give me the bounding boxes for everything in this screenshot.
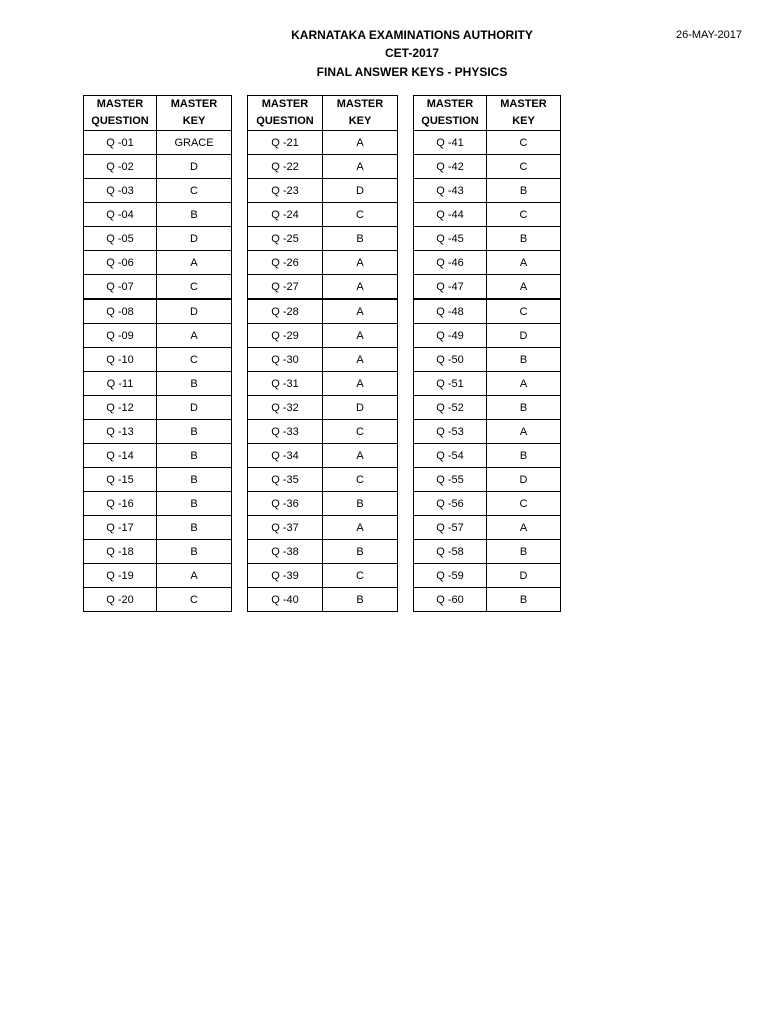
answer-key-cell: A: [487, 516, 561, 540]
table-row: [84, 516, 561, 540]
question-cell: Q -28: [248, 299, 323, 324]
answer-key-cell: B: [487, 227, 561, 251]
document-title: FINAL ANSWER KEYS - PHYSICS: [316, 65, 508, 79]
answer-key-cell: A: [323, 131, 398, 155]
column-gap: [398, 444, 414, 468]
table-row: [84, 227, 561, 251]
answer-key-cell: D: [157, 155, 232, 179]
answer-key-cell: A: [323, 348, 398, 372]
question-cell: Q -50: [414, 348, 487, 372]
column-gap: [398, 468, 414, 492]
answer-key-cell: B: [157, 420, 232, 444]
answer-key-cell: A: [323, 516, 398, 540]
question-cell: Q -08: [84, 299, 157, 324]
column-gap: [232, 227, 248, 251]
answer-key-cell: B: [323, 492, 398, 516]
answer-key-cell: A: [487, 251, 561, 275]
answer-key-cell: B: [157, 540, 232, 564]
question-cell: Q -27: [248, 275, 323, 300]
table-row: [84, 492, 561, 516]
question-cell: Q -58: [414, 540, 487, 564]
question-cell: Q -30: [248, 348, 323, 372]
column-gap: [398, 564, 414, 588]
answer-key-cell: B: [487, 540, 561, 564]
answer-key-cell: C: [487, 155, 561, 179]
question-cell: Q -23: [248, 179, 323, 203]
column-gap: [232, 131, 248, 155]
question-cell: Q -14: [84, 444, 157, 468]
table-row: [84, 324, 561, 348]
question-cell: Q -45: [414, 227, 487, 251]
answer-key-cell: A: [487, 275, 561, 300]
column-gap: [398, 396, 414, 420]
publish-date: 26-MAY-2017: [675, 29, 742, 41]
question-cell: Q -60: [414, 588, 487, 612]
answer-key-cell: A: [157, 324, 232, 348]
answer-key-cell: C: [157, 348, 232, 372]
question-cell: Q -33: [248, 420, 323, 444]
answer-key-cell: B: [157, 372, 232, 396]
answer-key-cell: B: [487, 444, 561, 468]
question-cell: Q -05: [84, 227, 157, 251]
table-row: [84, 420, 561, 444]
exam-name: CET-2017: [384, 46, 440, 60]
answer-key-rows: [84, 131, 561, 612]
answer-key-cell: B: [157, 444, 232, 468]
table-row: [84, 348, 561, 372]
question-cell: Q -55: [414, 468, 487, 492]
question-cell: Q -15: [84, 468, 157, 492]
question-cell: Q -42: [414, 155, 487, 179]
column-gap: [398, 588, 414, 612]
column-header-question: MASTER QUESTION: [84, 96, 157, 131]
table-row: [84, 564, 561, 588]
question-cell: Q -54: [414, 444, 487, 468]
column-gap: [232, 420, 248, 444]
answer-key-cell: C: [323, 203, 398, 227]
table-row: [84, 468, 561, 492]
column-gap: [398, 420, 414, 444]
answer-key-cell: GRACE: [157, 131, 232, 155]
question-cell: Q -07: [84, 275, 157, 300]
column-header-question: MASTER QUESTION: [248, 96, 323, 131]
question-cell: Q -57: [414, 516, 487, 540]
question-cell: Q -31: [248, 372, 323, 396]
question-cell: Q -16: [84, 492, 157, 516]
answer-key-cell: A: [323, 251, 398, 275]
question-cell: Q -02: [84, 155, 157, 179]
question-cell: Q -29: [248, 324, 323, 348]
column-gap: [232, 348, 248, 372]
column-gap: [398, 227, 414, 251]
column-header-key: MASTER KEY: [323, 96, 398, 131]
question-cell: Q -39: [248, 564, 323, 588]
question-cell: Q -19: [84, 564, 157, 588]
question-cell: Q -34: [248, 444, 323, 468]
question-cell: Q -37: [248, 516, 323, 540]
question-cell: Q -52: [414, 396, 487, 420]
column-gap: [232, 372, 248, 396]
answer-key-cell: B: [323, 227, 398, 251]
column-header-key: MASTER KEY: [487, 96, 561, 131]
answer-key-cell: D: [487, 564, 561, 588]
question-cell: Q -20: [84, 588, 157, 612]
table-row: [84, 251, 561, 275]
answer-key-cell: C: [323, 420, 398, 444]
column-gap: [398, 492, 414, 516]
column-gap: [232, 251, 248, 275]
column-gap: [398, 179, 414, 203]
question-cell: Q -36: [248, 492, 323, 516]
answer-key-cell: C: [157, 588, 232, 612]
question-cell: Q -47: [414, 275, 487, 300]
table-row: [84, 444, 561, 468]
question-cell: Q -11: [84, 372, 157, 396]
answer-key-cell: A: [157, 564, 232, 588]
column-gap: [398, 348, 414, 372]
column-gap: [232, 179, 248, 203]
table-row: [84, 588, 561, 612]
column-gap: [232, 275, 248, 300]
column-gap: [232, 203, 248, 227]
column-gap: [232, 516, 248, 540]
column-gap: [232, 324, 248, 348]
answer-key-cell: B: [487, 396, 561, 420]
question-cell: Q -04: [84, 203, 157, 227]
answer-key-cell: C: [487, 203, 561, 227]
answer-key-cell: D: [157, 299, 232, 324]
column-gap: [398, 96, 414, 131]
question-cell: Q -41: [414, 131, 487, 155]
question-cell: Q -22: [248, 155, 323, 179]
table-row: [84, 299, 561, 324]
answer-key-cell: B: [157, 516, 232, 540]
table-row: [84, 396, 561, 420]
answer-key-cell: D: [157, 396, 232, 420]
column-gap: [398, 203, 414, 227]
column-gap: [398, 275, 414, 300]
question-cell: Q -03: [84, 179, 157, 203]
answer-key-cell: C: [487, 299, 561, 324]
table-row: [84, 131, 561, 155]
answer-key-cell: B: [487, 588, 561, 612]
column-gap: [232, 468, 248, 492]
question-cell: Q -06: [84, 251, 157, 275]
question-cell: Q -26: [248, 251, 323, 275]
answer-key-cell: C: [323, 468, 398, 492]
answer-key-cell: A: [157, 251, 232, 275]
answer-key-cell: B: [157, 203, 232, 227]
column-gap: [232, 444, 248, 468]
question-cell: Q -10: [84, 348, 157, 372]
question-cell: Q -38: [248, 540, 323, 564]
column-gap: [398, 299, 414, 324]
column-gap: [232, 396, 248, 420]
answer-key-cell: A: [487, 420, 561, 444]
answer-key-cell: D: [157, 227, 232, 251]
question-cell: Q -01: [84, 131, 157, 155]
answer-key-cell: B: [323, 588, 398, 612]
column-gap: [398, 131, 414, 155]
table-row: [84, 372, 561, 396]
question-cell: Q -48: [414, 299, 487, 324]
table-row: [84, 203, 561, 227]
answer-key-cell: B: [487, 348, 561, 372]
answer-key-cell: D: [323, 396, 398, 420]
column-gap: [232, 492, 248, 516]
answer-key-cell: C: [157, 179, 232, 203]
answer-key-cell: A: [323, 299, 398, 324]
question-cell: Q -43: [414, 179, 487, 203]
question-cell: Q -12: [84, 396, 157, 420]
question-cell: Q -17: [84, 516, 157, 540]
answer-key-cell: C: [487, 131, 561, 155]
question-cell: Q -44: [414, 203, 487, 227]
question-cell: Q -25: [248, 227, 323, 251]
column-gap: [398, 516, 414, 540]
column-header-question: MASTER QUESTION: [414, 96, 487, 131]
column-gap: [398, 372, 414, 396]
question-cell: Q -59: [414, 564, 487, 588]
column-gap: [232, 564, 248, 588]
table-row: [84, 155, 561, 179]
column-gap: [232, 299, 248, 324]
answer-key-cell: D: [323, 179, 398, 203]
table-row: [84, 540, 561, 564]
header-row: [84, 96, 561, 131]
answer-key-cell: C: [323, 564, 398, 588]
answer-key-cell: A: [323, 324, 398, 348]
answer-key-cell: A: [487, 372, 561, 396]
column-gap: [232, 588, 248, 612]
column-gap: [398, 324, 414, 348]
question-cell: Q -49: [414, 324, 487, 348]
answer-key-cell: D: [487, 468, 561, 492]
answer-key-cell: B: [323, 540, 398, 564]
column-gap: [398, 155, 414, 179]
answer-key-cell: D: [487, 324, 561, 348]
answer-key-cell: A: [323, 372, 398, 396]
column-header-key: MASTER KEY: [157, 96, 232, 131]
question-cell: Q -56: [414, 492, 487, 516]
question-cell: Q -18: [84, 540, 157, 564]
question-cell: Q -53: [414, 420, 487, 444]
column-gap: [232, 155, 248, 179]
question-cell: Q -09: [84, 324, 157, 348]
answer-key-cell: A: [323, 275, 398, 300]
column-gap: [232, 540, 248, 564]
answer-key-cell: C: [487, 492, 561, 516]
answer-key-cell: A: [323, 155, 398, 179]
answer-key-cell: C: [157, 275, 232, 300]
question-cell: Q -32: [248, 396, 323, 420]
column-gap: [232, 96, 248, 131]
authority-title: KARNATAKA EXAMINATIONS AUTHORITY: [291, 28, 533, 42]
answer-key-cell: A: [323, 444, 398, 468]
column-gap: [398, 251, 414, 275]
question-cell: Q -13: [84, 420, 157, 444]
answer-key-cell: B: [487, 179, 561, 203]
question-cell: Q -24: [248, 203, 323, 227]
table-row: [84, 275, 561, 300]
question-cell: Q -46: [414, 251, 487, 275]
answer-key-cell: B: [157, 492, 232, 516]
question-cell: Q -35: [248, 468, 323, 492]
question-cell: Q -51: [414, 372, 487, 396]
table-row: [84, 179, 561, 203]
question-cell: Q -21: [248, 131, 323, 155]
answer-key-cell: B: [157, 468, 232, 492]
question-cell: Q -40: [248, 588, 323, 612]
answer-key-table: [83, 95, 561, 612]
column-gap: [398, 540, 414, 564]
